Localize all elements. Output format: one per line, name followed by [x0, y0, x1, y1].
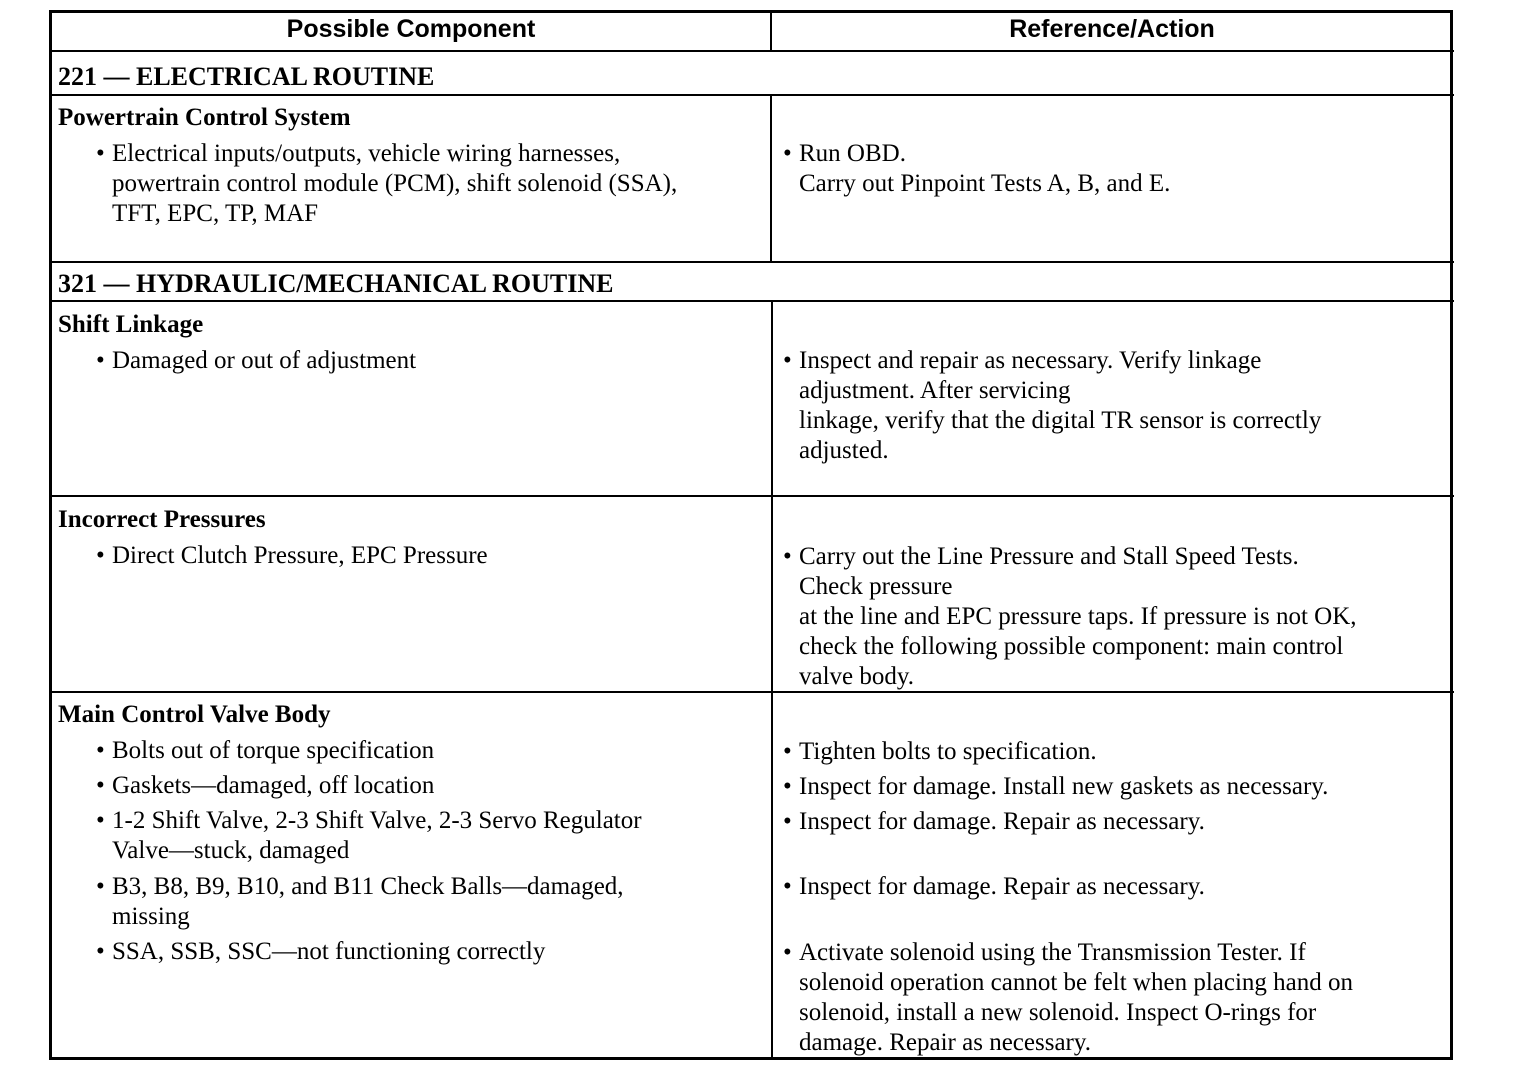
troubleshooting-table: Possible Component Reference/Action 221 — ELECTRICAL ROUTINE Powertrain Control System • Electrical inputs/outputs, vehicle wiring harnesses, powertrain control module (PCM), shift solenoid (SSA), TFT, EPC, TP, MAF • Run OBD. Carry out Pinpoint Tests A, B, and E. 321 — HYDRAULIC/MECHANICAL ROUTINE Shift Linkage • Damaged or out of adjustment • Inspect and repair as necessary. Verify linkage adjustment. After servicing linkage, verify that the digital TR sensor is correctly adjusted. Incorrect Pressures • Direct Clutch Pressure, EPC Pressure • Carry out the Line Pressure and Stall Speed Tests. Check pressure at the line and EPC pressure taps. If pressure is not OK, check the following possible component: main control valve body. Main Control Valve Body • Bolts out of torque specification • Tighten bolts to specification. • Gaskets—damaged, off location • Inspect for damage. Install new gaskets as necessary. • 1-2 Shift Valve, 2-3 Shift Valve, 2-3 Servo Regulator Valve—stuck, damaged • Inspect for damage. Repair as necessary. • B3, B8, B9, B10, and B11 Check Balls—damaged, missing • Inspect for damage. Repair as necessary. • SSA, SSB, SSC—not functioning correctly • Activate solenoid using the Transmission Tester. If solenoid operation cannot be felt when placing hand on solenoid, install a new solenoid. Inspect O-rings for damage. Repair as necessary.	[0, 0, 1520, 1080]
row-divider	[49, 691, 1454, 693]
row-divider	[49, 495, 1454, 497]
component-text-line: Valve—stuck, damaged	[112, 837, 350, 864]
action-text-line: Carry out Pinpoint Tests A, B, and E.	[799, 170, 1171, 197]
component-text-line: TFT, EPC, TP, MAF	[112, 200, 319, 227]
action-text-line: Inspect for damage. Install new gaskets as necessary.	[799, 773, 1329, 800]
component-text-line: Gaskets—damaged, off location	[112, 772, 435, 799]
section-divider	[49, 300, 1454, 302]
component-text-line: B3, B8, B9, B10, and B11 Check Balls—damaged,	[112, 873, 624, 900]
action-text-line: adjusted.	[799, 437, 889, 464]
component-text-line: missing	[112, 903, 190, 930]
component-text-line: Bolts out of torque specification	[112, 737, 435, 764]
row-divider	[49, 261, 1454, 263]
component-text-line: SSA, SSB, SSC—not functioning correctly	[112, 938, 546, 965]
action-text-line: Carry out the Line Pressure and Stall Speed Tests.	[799, 543, 1299, 570]
section-title: 321 — HYDRAULIC/MECHANICAL ROUTINE	[58, 269, 614, 298]
action-text-line: Run OBD.	[799, 140, 906, 167]
action-text-line: solenoid operation cannot be felt when placing hand on	[799, 969, 1354, 996]
component-text-line: 1-2 Shift Valve, 2-3 Shift Valve, 2-3 Servo Regulator	[112, 807, 642, 834]
header-divider	[49, 50, 1454, 52]
column-header-action: Reference/Action	[1009, 15, 1215, 43]
action-text-line: Inspect for damage. Repair as necessary.	[799, 808, 1205, 835]
action-text-line: Check pressure	[799, 573, 953, 600]
section-divider	[49, 94, 1454, 96]
action-text-line: adjustment. After servicing	[799, 377, 1071, 404]
action-text-line: linkage, verify that the digital TR sensor is correctly	[799, 407, 1322, 434]
component-text-line: Direct Clutch Pressure, EPC Pressure	[112, 542, 488, 569]
section-title: 221 — ELECTRICAL ROUTINE	[58, 62, 435, 91]
action-text-line: damage. Repair as necessary.	[799, 1029, 1091, 1056]
component-text-line: powertrain control module (PCM), shift solenoid (SSA),	[112, 170, 678, 197]
action-text-line: valve body.	[799, 663, 915, 690]
component-text-line: Electrical inputs/outputs, vehicle wiring harnesses,	[112, 140, 621, 167]
column-divider	[771, 300, 773, 1060]
component-title: Incorrect Pressures	[58, 506, 266, 533]
action-text-line: Tighten bolts to specification.	[799, 738, 1097, 765]
action-text-line: Inspect for damage. Repair as necessary.	[799, 873, 1205, 900]
component-title: Main Control Valve Body	[58, 701, 331, 728]
action-text-line: solenoid, install a new solenoid. Inspect O-rings for	[799, 999, 1317, 1026]
column-divider	[770, 94, 772, 262]
action-text-line: Inspect and repair as necessary. Verify linkage	[799, 347, 1262, 374]
component-title: Shift Linkage	[58, 311, 204, 338]
action-text-line: Activate solenoid using the Transmission Tester. If	[799, 939, 1306, 966]
action-text-line: at the line and EPC pressure taps. If pressure is not OK,	[799, 603, 1357, 630]
column-header-component: Possible Component	[286, 15, 536, 43]
component-text-line: Damaged or out of adjustment	[112, 347, 417, 374]
component-title: Powertrain Control System	[58, 104, 351, 131]
action-text-line: check the following possible component: main control	[799, 633, 1344, 660]
